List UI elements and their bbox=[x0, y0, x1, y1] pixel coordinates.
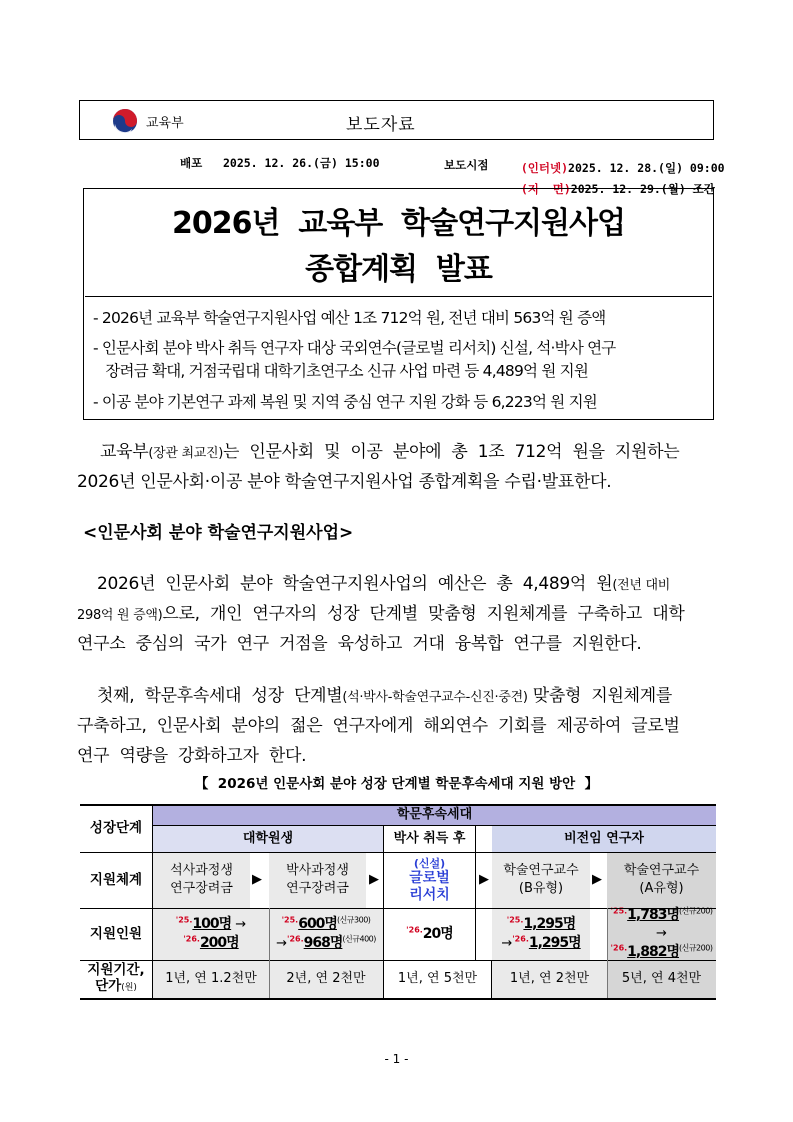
table-border-bottom bbox=[80, 998, 716, 1000]
program-name: 석사과정생 bbox=[170, 863, 233, 879]
step-arrow-icon: ▶ bbox=[252, 872, 262, 887]
first-text: 맞춤형 지원체계를 bbox=[527, 686, 672, 706]
row-label-system: 지원체계 bbox=[80, 852, 153, 908]
first-paragraph-line3: 연구 역량을 강화하고자 한다. bbox=[77, 746, 307, 766]
intro-paragraph bbox=[100, 437, 679, 462]
people-global-research bbox=[383, 908, 476, 960]
table-rule bbox=[153, 825, 716, 826]
count-25: 600명 bbox=[298, 916, 337, 933]
support-table bbox=[80, 800, 716, 1000]
subgroup-grad: 대학원생 bbox=[153, 825, 383, 852]
group-header: 학문후속세대 bbox=[153, 804, 716, 825]
program-global-research bbox=[383, 852, 476, 908]
period-label-b: 단가 bbox=[95, 978, 122, 994]
count-26: 1,882명 bbox=[627, 943, 679, 960]
arrow-icon: → bbox=[501, 936, 513, 951]
year-26: '26. bbox=[512, 934, 529, 944]
year-26: '26. bbox=[406, 925, 423, 935]
summary-item: - 인문사회 분야 박사 취득 연구자 대상 국외연수(글로벌 리서치) 신설, 석·박사 연구 bbox=[93, 339, 616, 357]
year-25: '25. bbox=[281, 915, 299, 925]
row-label-people: 지원인원 bbox=[80, 908, 153, 960]
program-name: 박사과정생 bbox=[286, 863, 349, 879]
count-26: 968명 bbox=[303, 935, 343, 951]
budget-paragraph-line2 bbox=[77, 599, 684, 624]
people-professor-a bbox=[607, 908, 716, 960]
first-text: 첫째, 학문후속세대 성장 단계별 bbox=[97, 686, 343, 706]
program-type: (B유형) bbox=[518, 881, 564, 896]
people-phd bbox=[269, 908, 383, 960]
ministry-name: 교육부 bbox=[146, 116, 184, 131]
table-rule bbox=[80, 908, 716, 909]
new-count: (신규200) bbox=[678, 907, 713, 917]
step-arrow-icon: ▶ bbox=[592, 872, 602, 887]
budget-paragraph bbox=[97, 569, 670, 594]
people-master bbox=[153, 908, 269, 960]
arrow-icon: → bbox=[276, 936, 288, 951]
distribution-time: 배포 2025. 12. 26.(금) 15:00 bbox=[180, 156, 380, 170]
section-title: <인문사회 분야 학술연구지원사업> bbox=[83, 523, 354, 543]
arrow-icon: → bbox=[656, 926, 667, 942]
row-label-period bbox=[80, 960, 153, 998]
summary-item: - 2026년 교육부 학술연구지원사업 예산 1조 712억 원, 전년 대비 563억 원 증액 bbox=[93, 309, 606, 327]
count-26: 20명 bbox=[422, 925, 453, 942]
first-paragraph bbox=[97, 681, 672, 706]
program-name: 리서치 bbox=[409, 886, 450, 903]
count-25: 1,783명 bbox=[627, 907, 679, 924]
program-professor-a bbox=[607, 852, 716, 908]
intro-paragraph-line2: 2026년 인문사회·이공 분야 학술연구지원사업 종합계획을 수립·발표한다. bbox=[77, 472, 612, 492]
year-26: '26. bbox=[610, 943, 628, 953]
new-count: (신규300) bbox=[336, 915, 371, 925]
page-number: - 1 - bbox=[384, 1052, 409, 1066]
program-name: 학술연구교수 bbox=[503, 863, 579, 879]
table-caption: 【 2026년 인문사회 분야 성장 단계별 학문후속세대 지원 방안 】 bbox=[194, 776, 599, 792]
page-title-line2: 종합계획 발표 bbox=[305, 252, 492, 287]
program-professor-b bbox=[492, 852, 590, 908]
subgroup-postdoc: 박사 취득 후 bbox=[383, 825, 476, 852]
table-rule bbox=[269, 960, 270, 998]
count-26: 200명 bbox=[199, 935, 239, 951]
intro-text: 는 인문사회 및 이공 분야에 총 1조 712억 원을 지원하는 bbox=[223, 442, 680, 462]
year-25: '25. bbox=[175, 915, 193, 925]
table-rule bbox=[269, 908, 270, 960]
table-rule bbox=[607, 908, 608, 960]
count-25: 1,295명 bbox=[523, 916, 576, 933]
year-25: '25. bbox=[610, 907, 628, 917]
period-master: 1년, 연 1.2천만 bbox=[153, 960, 269, 998]
intro-note: (장관 최교진) bbox=[148, 446, 224, 461]
program-type: 연구장려금 bbox=[170, 881, 233, 896]
program-phd bbox=[269, 852, 366, 908]
release-internet-time: 2025. 12. 28.(일) 09:00 bbox=[568, 161, 725, 175]
page-title-line1: 2026년 교육부 학술연구지원사업 bbox=[171, 206, 626, 241]
new-tag: (신설) bbox=[413, 856, 446, 870]
year-25: '25. bbox=[506, 915, 524, 925]
budget-note: (전년 대비 bbox=[612, 578, 671, 593]
program-master bbox=[153, 852, 250, 908]
document-type: 보도자료 bbox=[346, 115, 416, 135]
first-note: (석·박사-학술연구교수-신진·중견) bbox=[342, 690, 528, 705]
first-paragraph-line2: 구축하고, 인문사회 분야의 젊은 연구자에게 해외연수 기회를 제공하여 글로벌 bbox=[77, 716, 680, 736]
people-professor-b bbox=[492, 908, 590, 960]
table-rule bbox=[80, 960, 716, 961]
count-26: 1,295명 bbox=[528, 935, 581, 951]
period-phd: 2년, 연 2천만 bbox=[269, 960, 383, 998]
program-name: 글로벌 bbox=[409, 869, 450, 886]
budget-text: 2026년 인문사회 분야 학술연구지원사업의 예산은 총 4,489억 원 bbox=[97, 574, 613, 594]
row-label-stage: 성장단계 bbox=[80, 804, 153, 852]
table-rule bbox=[80, 852, 716, 853]
budget-paragraph-line3: 연구소 중심의 국가 연구 거점을 육성하고 거대 융복합 연구를 지원한다. bbox=[77, 634, 642, 654]
arrow-icon: → bbox=[235, 917, 247, 933]
new-count: (신규200) bbox=[678, 943, 713, 953]
step-arrow-icon: ▶ bbox=[369, 872, 379, 887]
year-26: '26. bbox=[183, 934, 200, 944]
budget-text: 으로, 개인 연구자의 성장 단계별 맞춤형 지원체계를 구축하고 대학 bbox=[162, 604, 685, 624]
period-global-research: 1년, 연 5천만 bbox=[383, 960, 492, 998]
summary-box bbox=[85, 296, 712, 419]
count-25: 100명 bbox=[192, 916, 232, 933]
period-professor-a: 5년, 연 4천만 bbox=[607, 960, 716, 998]
government-emblem-icon bbox=[112, 108, 138, 134]
period-professor-b: 1년, 연 2천만 bbox=[492, 960, 607, 998]
release-paper-time: 2025. 12. 29.(월) 조간 bbox=[570, 182, 715, 196]
step-arrow-icon: ▶ bbox=[479, 872, 489, 887]
program-type: (A유형) bbox=[639, 881, 684, 896]
program-type: 연구장려금 bbox=[286, 881, 349, 896]
subgroup-nontenure: 비전임 연구자 bbox=[492, 825, 716, 852]
release-paper-tag: (지 면) bbox=[520, 182, 571, 196]
period-unit: (원) bbox=[121, 983, 137, 993]
table-border-top bbox=[80, 804, 716, 806]
intro-text: 교육부 bbox=[100, 442, 149, 462]
summary-item: - 이공 분야 기본연구 과제 복원 및 지역 중심 연구 지원 강화 등 6,223억 원 지원 bbox=[93, 393, 597, 411]
year-26: '26. bbox=[287, 934, 304, 944]
release-label: 보도시점 bbox=[444, 158, 489, 172]
table-rule bbox=[607, 960, 608, 998]
new-count: (신규400) bbox=[342, 934, 376, 944]
period-label-a: 지원기간, bbox=[87, 962, 145, 979]
program-name: 학술연구교수 bbox=[623, 863, 700, 879]
release-internet-tag: (인터넷) bbox=[520, 161, 569, 175]
summary-item: 장려금 확대, 거점국립대 대학기초연구소 신규 사업 마련 등 4,489억 원 지원 bbox=[93, 362, 588, 380]
budget-note: 298억 원 증액) bbox=[77, 608, 163, 623]
